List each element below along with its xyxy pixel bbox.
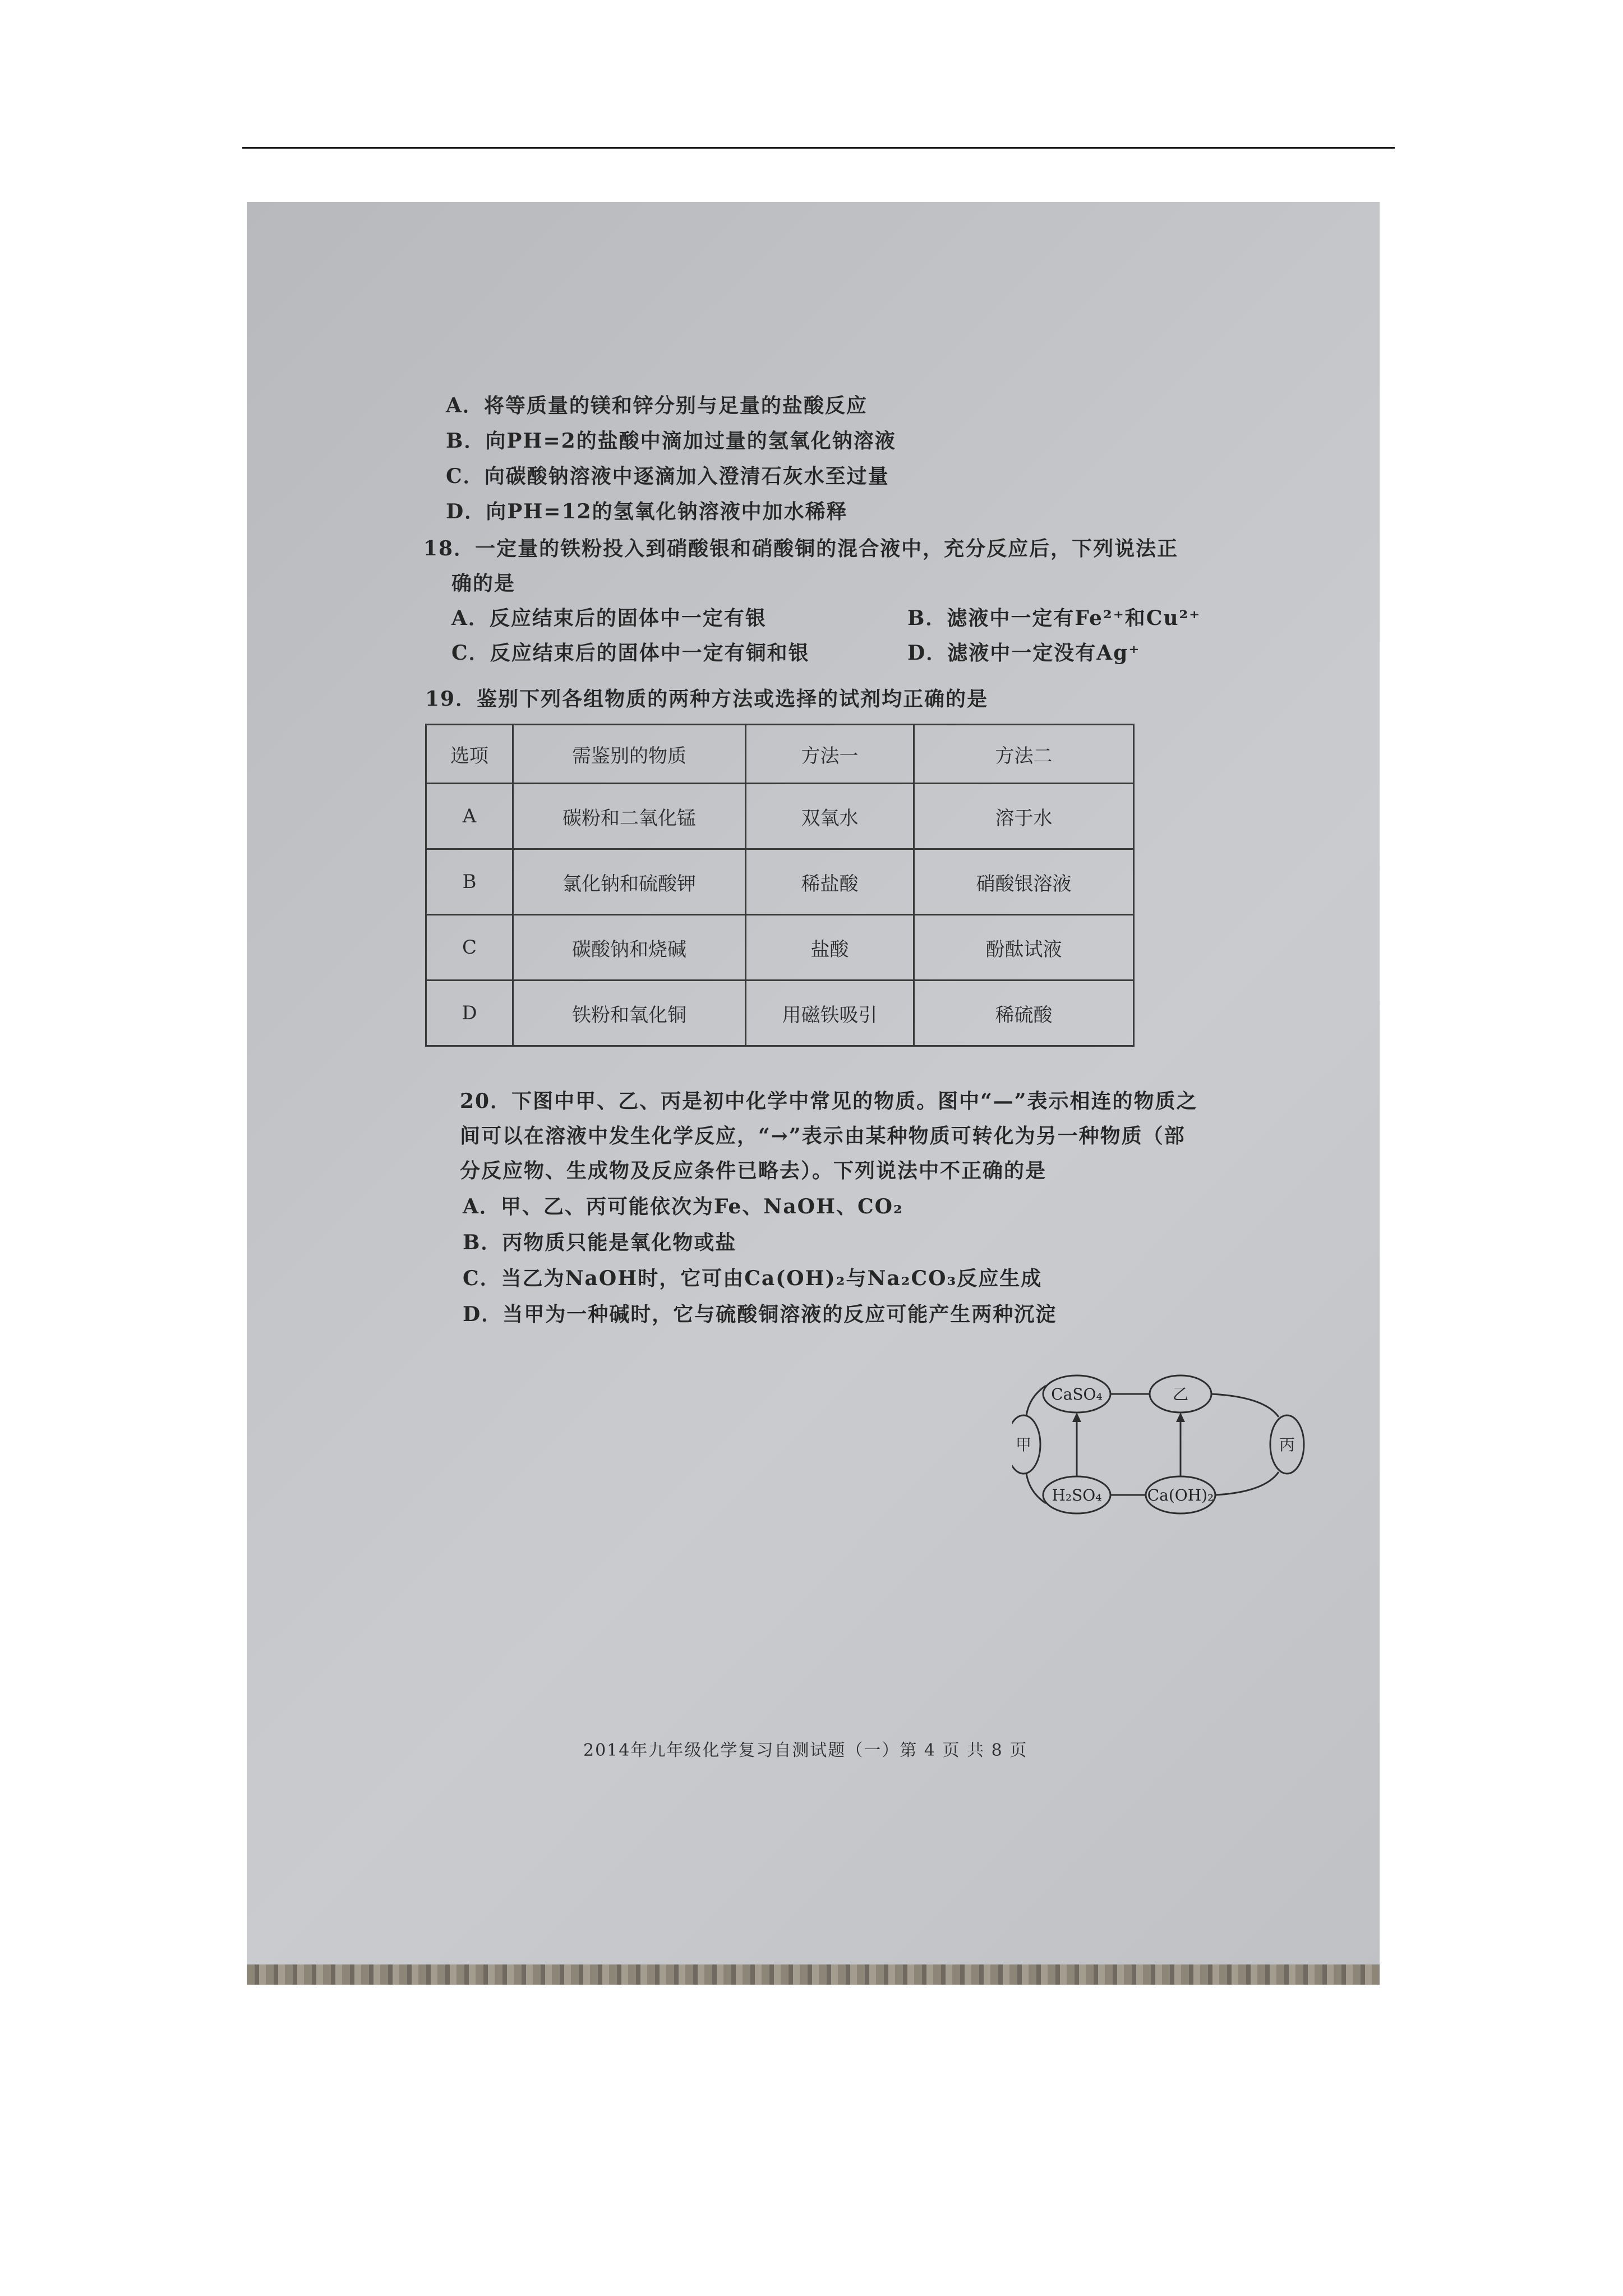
table-cell: 溶于水 bbox=[914, 784, 1134, 849]
q18-option-c: C．反应结束后的固体中一定有铜和银 bbox=[451, 641, 810, 665]
table-header-cell: 方法一 bbox=[746, 725, 914, 784]
q20-reaction-diagram bbox=[1012, 1346, 1321, 1559]
table-header-cell: 选项 bbox=[426, 725, 513, 784]
table-cell: 硝酸银溶液 bbox=[914, 849, 1134, 915]
table-cell: 用磁铁吸引 bbox=[746, 981, 914, 1046]
table-cell: B bbox=[426, 849, 513, 915]
table-cell: 双氧水 bbox=[746, 784, 914, 849]
q20-stem-line2: 间可以在溶液中发生化学反应，“→”表示由某种物质可转化为另一种物质（部 bbox=[460, 1124, 1186, 1148]
q20-option-c: C．当乙为NaOH时，它可由Ca(OH)₂与Na₂CO₃反应生成 bbox=[463, 1267, 1043, 1290]
q20-stem-line3: 分反应物、生成物及反应条件已略去）。下列说法中不正确的是 bbox=[460, 1159, 1047, 1182]
table-cell: A bbox=[426, 784, 513, 849]
header-rule bbox=[242, 147, 1395, 149]
table-header-row bbox=[426, 725, 1134, 784]
exam-page-photo bbox=[247, 202, 1380, 1985]
table-cell: 酚酞试液 bbox=[914, 915, 1134, 981]
q18-stem-line2: 确的是 bbox=[451, 572, 516, 595]
q17-option-a: A．将等质量的镁和锌分别与足量的盐酸反应 bbox=[446, 394, 868, 417]
table-header-cell: 方法二 bbox=[914, 725, 1134, 784]
page-footer: 2014年九年级化学复习自测试题（一）第 4 页 共 8 页 bbox=[583, 1741, 1028, 1760]
arrowhead-icon bbox=[1072, 1412, 1081, 1422]
table-cell: 碳粉和二氧化锰 bbox=[513, 784, 746, 849]
label-caso4: CaSO₄ bbox=[1051, 1385, 1103, 1404]
table-cell: 碳酸钠和烧碱 bbox=[513, 915, 746, 981]
q17-option-c: C．向碳酸钠溶液中逐滴加入澄清石灰水至过量 bbox=[446, 464, 889, 488]
q20-option-a: A．甲、乙、丙可能依次为Fe、NaOH、CO₂ bbox=[463, 1195, 903, 1218]
link-caoh2-bing bbox=[1215, 1472, 1279, 1495]
q18-option-a: A．反应结束后的固体中一定有银 bbox=[451, 606, 767, 630]
link-yi-bing bbox=[1211, 1394, 1279, 1417]
q18-option-d: D．滤液中一定没有Ag⁺ bbox=[907, 641, 1141, 665]
label-bing: 丙 bbox=[1279, 1435, 1295, 1454]
q20-option-d: D．当甲为一种碱时，它与硫酸铜溶液的反应可能产生两种沉淀 bbox=[463, 1303, 1057, 1326]
table-cell: 氯化钠和硫酸钾 bbox=[513, 849, 746, 915]
table-cell: D bbox=[426, 981, 513, 1046]
label-jia: 甲 bbox=[1015, 1435, 1032, 1454]
table-row bbox=[426, 981, 1134, 1046]
q20-stem-line1: 20．下图中甲、乙、丙是初中化学中常见的物质。图中“—”表示相连的物质之 bbox=[460, 1089, 1198, 1113]
table-cell: 铁粉和氧化铜 bbox=[513, 981, 746, 1046]
table-row bbox=[426, 784, 1134, 849]
label-yi: 乙 bbox=[1172, 1385, 1189, 1404]
q20-option-b: B．丙物质只能是氧化物或盐 bbox=[463, 1231, 737, 1254]
q17-option-b: B．向PH=2的盐酸中滴加过量的氢氧化钠溶液 bbox=[446, 429, 896, 453]
label-h2so4: H₂SO₄ bbox=[1052, 1486, 1102, 1504]
arrowhead-icon bbox=[1176, 1412, 1185, 1422]
table-row bbox=[426, 915, 1134, 981]
q19-table bbox=[425, 724, 1135, 1047]
table-cell: 稀盐酸 bbox=[746, 849, 914, 915]
table-cell: 稀硫酸 bbox=[914, 981, 1134, 1046]
photo-background-edge bbox=[247, 1964, 1380, 1985]
table-cell: C bbox=[426, 915, 513, 981]
label-caoh2: Ca(OH)₂ bbox=[1147, 1486, 1214, 1504]
table-cell: 盐酸 bbox=[746, 915, 914, 981]
q17-option-d: D．向PH=12的氢氧化钠溶液中加水稀释 bbox=[446, 500, 848, 523]
q18-option-b: B．滤液中一定有Fe²⁺和Cu²⁺ bbox=[907, 606, 1201, 630]
q19-stem: 19．鉴别下列各组物质的两种方法或选择的试剂均正确的是 bbox=[425, 687, 989, 711]
table-row bbox=[426, 849, 1134, 915]
table-header-cell: 需鉴别的物质 bbox=[513, 725, 746, 784]
q18-stem-line1: 18．一定量的铁粉投入到硝酸银和硝酸铜的混合液中，充分反应后，下列说法正 bbox=[423, 537, 1179, 560]
